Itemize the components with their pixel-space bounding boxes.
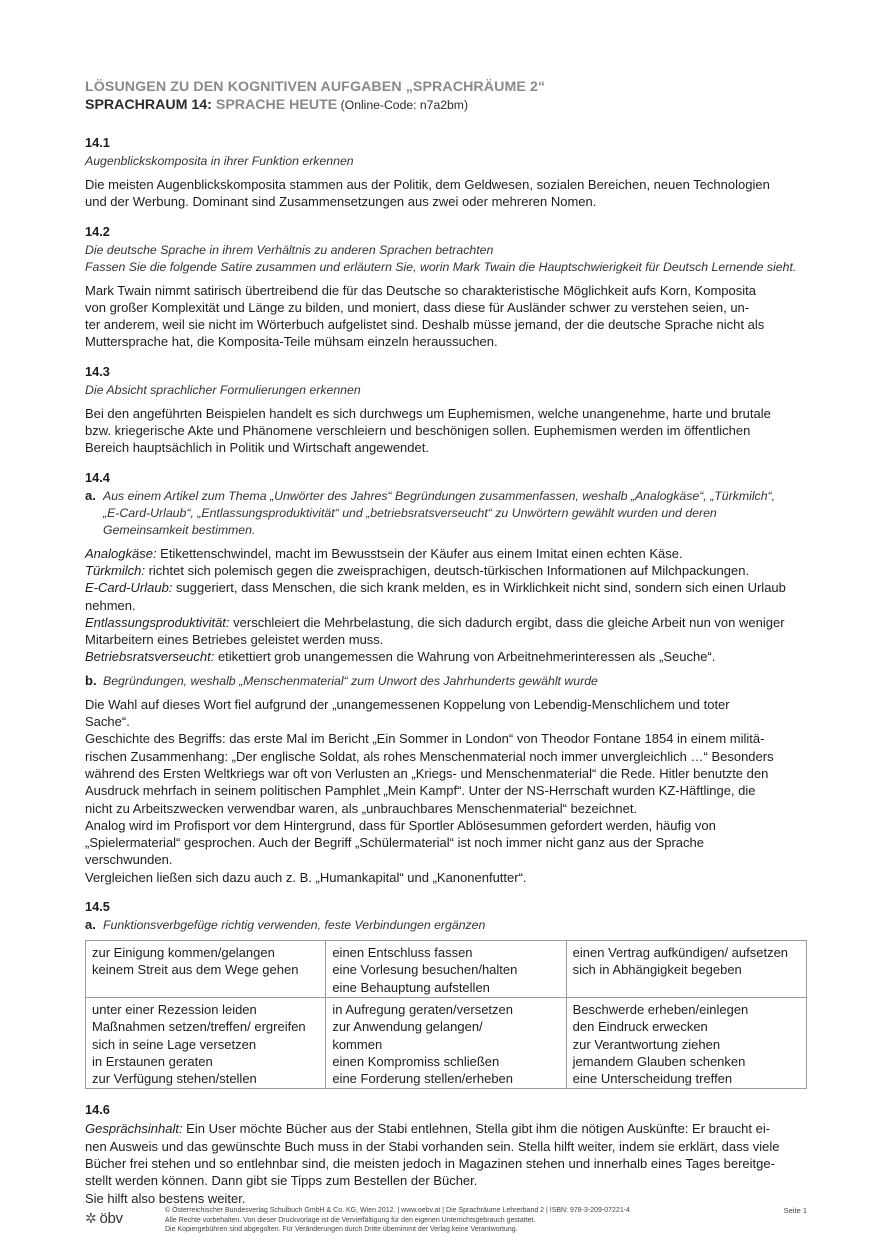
answer-line: rischen Zusammenhang: „Der englische Soldat, als rohes Menschenmaterial noch immer unvergleichlich …“ Besonders [85, 748, 774, 764]
phrase: sich in Abhängigkeit begeben [572, 962, 742, 978]
phrase: Maßnahmen setzen/treffen/ ergreifen [92, 1019, 306, 1035]
phrase: kommen [332, 1036, 383, 1052]
phrase: zur Verantwortung ziehen [572, 1036, 721, 1052]
answer-line: „Spielermaterial“ gesprochen. Auch der Begriff „Schülermaterial“ ist noch immer nicht ganz aus der Sprache [85, 835, 704, 851]
answer-text: Ein User möchte Bücher aus der Stabi entlehnen, Stella gibt ihm die nötigen Auskünfte: Er braucht ei- [182, 1121, 771, 1137]
logo-text: öbv [99, 1210, 123, 1227]
term: Entlassungsproduktivität: [85, 614, 230, 630]
phrase: in Erstaunen geraten [92, 1053, 213, 1069]
term-explanation: verschleiert die Mehrbelastung, die sich dadurch ergibt, dass die gleiche Arbeit nun von weniger [229, 614, 785, 630]
answer-line: Bei den angeführten Beispielen handelt es sich durchwegs um Euphemismen, welche unangenehme, harte und brutale [85, 405, 771, 421]
term: E-Card-Urlaub: [85, 580, 173, 596]
term: Türkmilch: [85, 562, 145, 578]
answer-line: und der Werbung. Dominant sind Zusammensetzungen aus zwei oder mehreren Nomen. [85, 194, 597, 210]
subtask-a [85, 917, 807, 934]
term-entry [85, 545, 807, 562]
phrases-table [85, 940, 807, 1089]
table-cell [326, 941, 566, 998]
table-row [86, 997, 807, 1088]
table-cell [86, 997, 326, 1088]
document-page [85, 78, 807, 1219]
term-continuation: nehmen. [85, 597, 136, 613]
term-explanation: richtet sich polemisch gegen die zweisprachigen, deutsch-türkischen Informationen auf Milchpackungen. [144, 562, 750, 578]
task-description: Fassen Sie die folgende Satire zusammen und erläutern Sie, worin Mark Twain die Hauptschwierigkeit für Deutsch Lernende sieht. [85, 259, 797, 274]
term-entry [85, 648, 807, 665]
subtitle-topic: SPRACHE HEUTE [215, 97, 338, 113]
task-description: Die deutsche Sprache in ihrem Verhältnis zu anderen Sprachen betrachten [85, 242, 494, 257]
task-description: Gemeinsamkeit bestimmen. [103, 522, 256, 537]
task-description: Begründungen, weshalb „Menschenmaterial“ zum Unwort des Jahrhunderts gewählt wurde [103, 673, 598, 688]
phrase: eine Forderung stellen/erheben [332, 1071, 514, 1087]
phrase: sich in seine Lage versetzen [92, 1036, 257, 1052]
logo-mark-icon: ✲ [85, 1210, 97, 1226]
answer-line: Muttersprache hat, die Komposita-Teile mühsam einzeln heraussuchen. [85, 334, 498, 350]
document-title: LÖSUNGEN ZU DEN KOGNITIVEN AUFGABEN „SPRACHRÄUME 2“ [85, 79, 546, 95]
answer-line: Ausdruck mehrfach in seinem politischen Pamphlet „Mein Kampf“. Unter der NS-Herrschaft wurden KZ-Häftlinge, die [85, 783, 756, 799]
subtitle-prefix: SPRACHRAUM 14: [85, 97, 216, 113]
online-code: (Online-Code: n7a2bm) [337, 98, 469, 112]
answer-line: Die Wahl auf dieses Wort fiel aufgrund der „unangemessenen Koppelung von Lebendig-Menschlichem und toter [85, 696, 730, 712]
section-14-5 [85, 898, 807, 1089]
term-entry [85, 579, 807, 596]
answer-line [85, 1120, 807, 1137]
section-number: 14.4 [85, 469, 110, 485]
publisher-logo [85, 1210, 123, 1227]
section-14-4 [85, 469, 807, 886]
answer-line: von großer Komplexität und Länge zu bilden, und moniert, dass diese für Ausländer schwer zu verstehen seien, un- [85, 299, 750, 315]
answer-line: Mark Twain nimmt satirisch übertreibend die für das Deutsche so charakteristische Möglichkeit aufs Korn, Komposita [85, 282, 756, 298]
phrase: eine Unterscheidung treffen [572, 1071, 733, 1087]
section-number: 14.5 [85, 899, 110, 915]
copyright-line: Alle Rechte vorbehalten. Von dieser Druckvorlage ist die Vervielfältigung für den eigenen Unterrichtsgebrauch gestattet. [165, 1216, 536, 1224]
table-cell [326, 997, 566, 1088]
table-cell [566, 941, 806, 998]
term-continuation: Mitarbeitern eines Betriebes geleistet werden muss. [85, 632, 384, 648]
subtask-b [85, 673, 807, 690]
phrase: Beschwerde erheben/einlegen [572, 1001, 749, 1017]
answer-line: während des Ersten Weltkriegs war oft von Verlusten an „Kriegs- und Menschenmaterial“ die Rede. Hitler benutzte den [85, 765, 769, 781]
section-14-1 [85, 134, 807, 211]
phrase: den Eindruck erwecken [572, 1019, 708, 1035]
subtask-label: b. [85, 672, 97, 688]
answer-line: ter anderem, weil sie nicht im Wörterbuch aufgelistet sind. Deshalb müsse jemand, der die deutsche Sprache nicht als [85, 317, 765, 333]
answer-line: verschwunden. [85, 852, 173, 868]
answer-line: bzw. kriegerische Akte und Phänomene verschleiern und beschönigen sollen. Euphemismen werden im öffentlichen [85, 423, 751, 439]
answer-line: nicht zu Arbeitszwecken verwendbar waren, als „unbrauchbares Menschenmaterial“ bezeichnet. [85, 800, 638, 816]
phrase: einen Kompromiss schließen [332, 1053, 500, 1069]
answer-line: Bereich hauptsächlich in Politik und Wirtschaft angewendet. [85, 440, 429, 456]
section-number: 14.6 [85, 1102, 110, 1118]
section-14-3 [85, 363, 807, 457]
phrase: zur Einigung kommen/gelangen [92, 945, 275, 961]
task-description: Augenblickskomposita in ihrer Funktion erkennen [85, 154, 354, 168]
task-description: „E-Card-Urlaub“, „Entlassungsproduktivität“ und „betriebsratsverseucht“ zu Unwörtern gewählt wurden und deren [103, 505, 717, 520]
document-subtitle [85, 96, 807, 114]
term: Betriebsratsverseucht: [85, 649, 215, 665]
section-number: 14.3 [85, 363, 110, 379]
task-description: Die Absicht sprachlicher Formulierungen erkennen [85, 382, 361, 397]
task-description: Funktionsverbgefüge richtig verwenden, feste Verbindungen ergänzen [103, 918, 486, 933]
subtask-label: a. [85, 487, 96, 503]
answer-line: nen Ausweis und das gewünschte Buch muss in der Stabi vorhanden sein. Stella hilft weiter, indem sie erklärt, dass viele [85, 1138, 780, 1154]
phrase: zur Anwendung gelangen/ [332, 1019, 483, 1035]
answer-line: stellt werden können. Dann gibt sie Tipps zum Bestellen der Bücher. [85, 1173, 478, 1189]
term-explanation: etikettiert grob unangemessen die Wahrung von Arbeitnehmerinteressen als „Seuche“. [214, 649, 716, 665]
term-explanation: Etikettenschwindel, macht im Bewusstsein der Käufer aus einem Imitat einen echten Käse. [156, 545, 683, 561]
term: Analogkäse: [85, 545, 157, 561]
phrase: einen Vertrag aufkündigen/ aufsetzen [572, 945, 789, 961]
table-cell [86, 941, 326, 998]
phrase: einen Entschluss fassen [332, 945, 473, 961]
answer-line: Analog wird im Profisport vor dem Hintergrund, dass für Sportler Ablösesummen gefordert werden, häufig von [85, 817, 716, 833]
subtask-a [85, 488, 807, 539]
answer-line: Die meisten Augenblickskomposita stammen aus der Politik, dem Geldwesen, sozialen Bereichen, neuen Technologien [85, 177, 770, 192]
term-entry [85, 614, 807, 631]
term-entry [85, 562, 807, 579]
term-explanation: suggeriert, dass Menschen, die sich krank melden, es in Wirklichkeit nicht sind, sondern sich einen Urlaub [172, 580, 786, 596]
task-description: Aus einem Artikel zum Thema „Unwörter des Jahres“ Begründungen zusammenfassen, weshalb „Analogkäse“, „Türkmilch“, [103, 488, 776, 503]
phrase: eine Behauptung aufstellen [332, 979, 490, 995]
term: Gesprächsinhalt: [85, 1121, 183, 1137]
answer-line: Bücher frei stehen und so entlehnbar sind, die meisten jedoch in Magazinen stehen und innerhalb eines Tages bereitge- [85, 1155, 775, 1171]
answer-line: Geschichte des Begriffs: das erste Mal im Bericht „Ein Sommer in London“ von Theodor Fontane 1854 in einem militä- [85, 731, 765, 747]
copyright-line: Die Kopiergebühren sind abgegolten. Für Veränderungen durch Dritte übernimmt der Verlag keine Verantwortung. [165, 1226, 518, 1233]
table-row [86, 941, 807, 998]
copyright-line: © Österreichischer Bundesverlag Schulbuch GmbH & Co. KG, Wien 2012. | www.oebv.at | Die Sprachräume Lehrerband 2 | ISBN: 978-3-209-07221-4 [165, 1207, 630, 1214]
section-number: 14.1 [85, 135, 110, 150]
phrase: unter einer Rezession leiden [92, 1001, 257, 1017]
copyright-notice [165, 1206, 765, 1235]
phrase: jemandem Glauben schenken [572, 1053, 746, 1069]
section-14-2 [85, 223, 807, 351]
page-number: Seite 1 [783, 1206, 807, 1215]
phrase: eine Vorlesung besuchen/halten [332, 962, 518, 978]
answer-line: Vergleichen ließen sich dazu auch z. B. „Humankapital“ und „Kanonenfutter“. [85, 869, 527, 885]
answer-line: Sache“. [85, 714, 130, 730]
answer-line: Sie hilft also bestens weiter. [85, 1190, 246, 1206]
phrase: in Aufregung geraten/versetzen [332, 1001, 514, 1017]
subtask-label: a. [85, 917, 96, 933]
table-cell [566, 997, 806, 1088]
section-number: 14.2 [85, 223, 110, 239]
phrase: keinem Streit aus dem Wege gehen [92, 962, 299, 978]
phrase: zur Verfügung stehen/stellen [92, 1071, 257, 1087]
section-14-6 [85, 1101, 807, 1206]
